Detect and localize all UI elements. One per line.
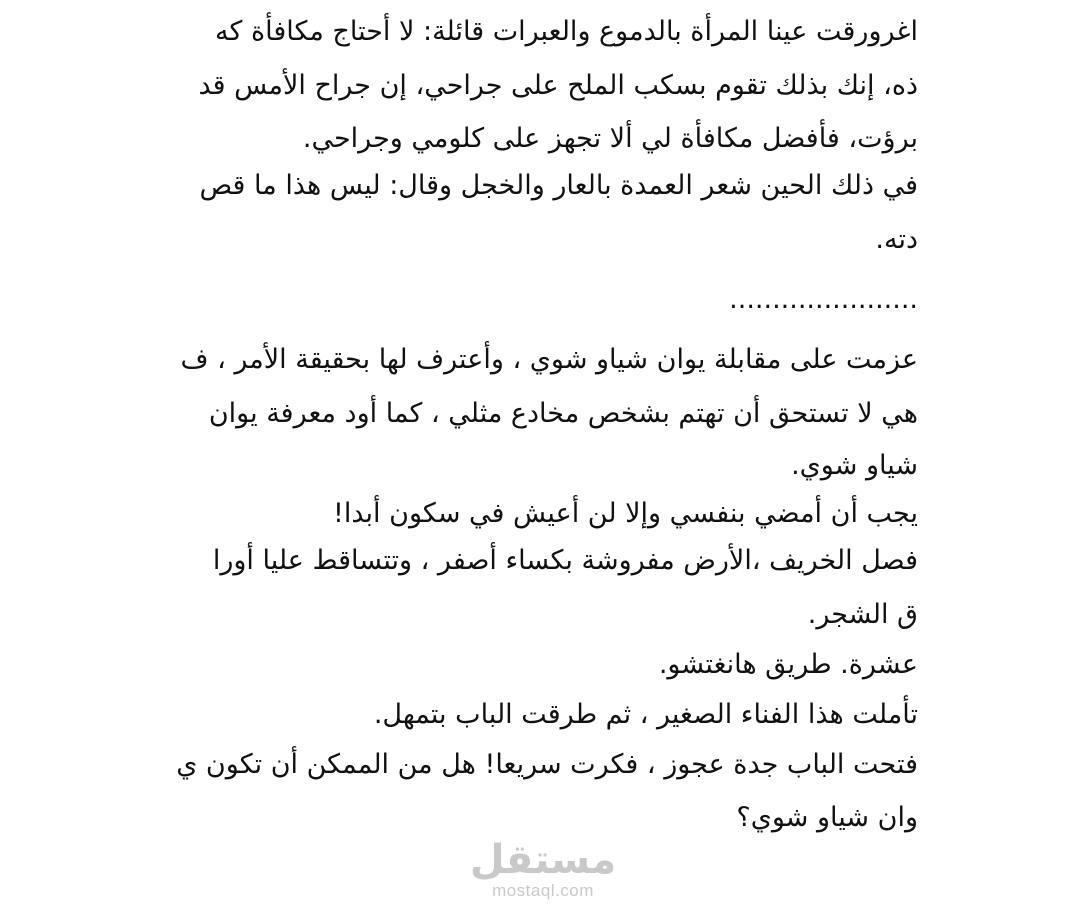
text-line: فتحت الباب جدة عجوز ، فكرت سريعا! هل من الممكن أن تكون ي	[176, 749, 918, 780]
text-line: عزمت على مقابلة يوان شياو شوي ، وأعترف لها بحقيقة الأمر ، ف	[180, 344, 918, 375]
text-line: ق الشجر.	[807, 599, 918, 630]
text-line: برؤت، فأفضل مكافأة لي ألا تجهز على كلومي وجراحي.	[302, 123, 918, 154]
text-line: دته.	[875, 224, 918, 255]
text-line: ذه، إنك بذلك تقوم بسكب الملح على جراحي، إن جراح الأمس قد	[198, 70, 918, 101]
watermark-logo-arabic: مستقل	[469, 837, 617, 883]
text-line: عشرة. طريق هانغتشو.	[658, 649, 918, 680]
text-line: يجب أن أمضي بنفسي وإلا لن أعيش في سكون أبدا!	[333, 498, 918, 529]
text-line: شياو شوي.	[791, 450, 918, 481]
text-line: تأملت هذا الفناء الصغير ، ثم طرقت الباب بتمهل.	[373, 699, 918, 730]
text-line: اغرورقت عينا المرأة بالدموع والعبرات قائلة: لا أحتاج مكافأة كه	[215, 16, 918, 47]
ellipsis-separator: ......................	[729, 284, 918, 315]
text-line: هي لا تستحق أن تهتم بشخص مخادع مثلي ، كما أود معرفة يوان	[208, 398, 918, 429]
text-line: فصل الخريف ،الأرض مفروشة بكساء أصفر ، وتتساقط عليا أورا	[212, 545, 918, 576]
watermark-url: mostaql.com	[492, 881, 594, 900]
text-line: في ذلك الحين شعر العمدة بالعار والخجل وقال: ليس هذا ما قص	[199, 170, 918, 201]
text-line: وان شياو شوي؟	[736, 802, 918, 833]
mostaql-watermark	[468, 838, 618, 900]
